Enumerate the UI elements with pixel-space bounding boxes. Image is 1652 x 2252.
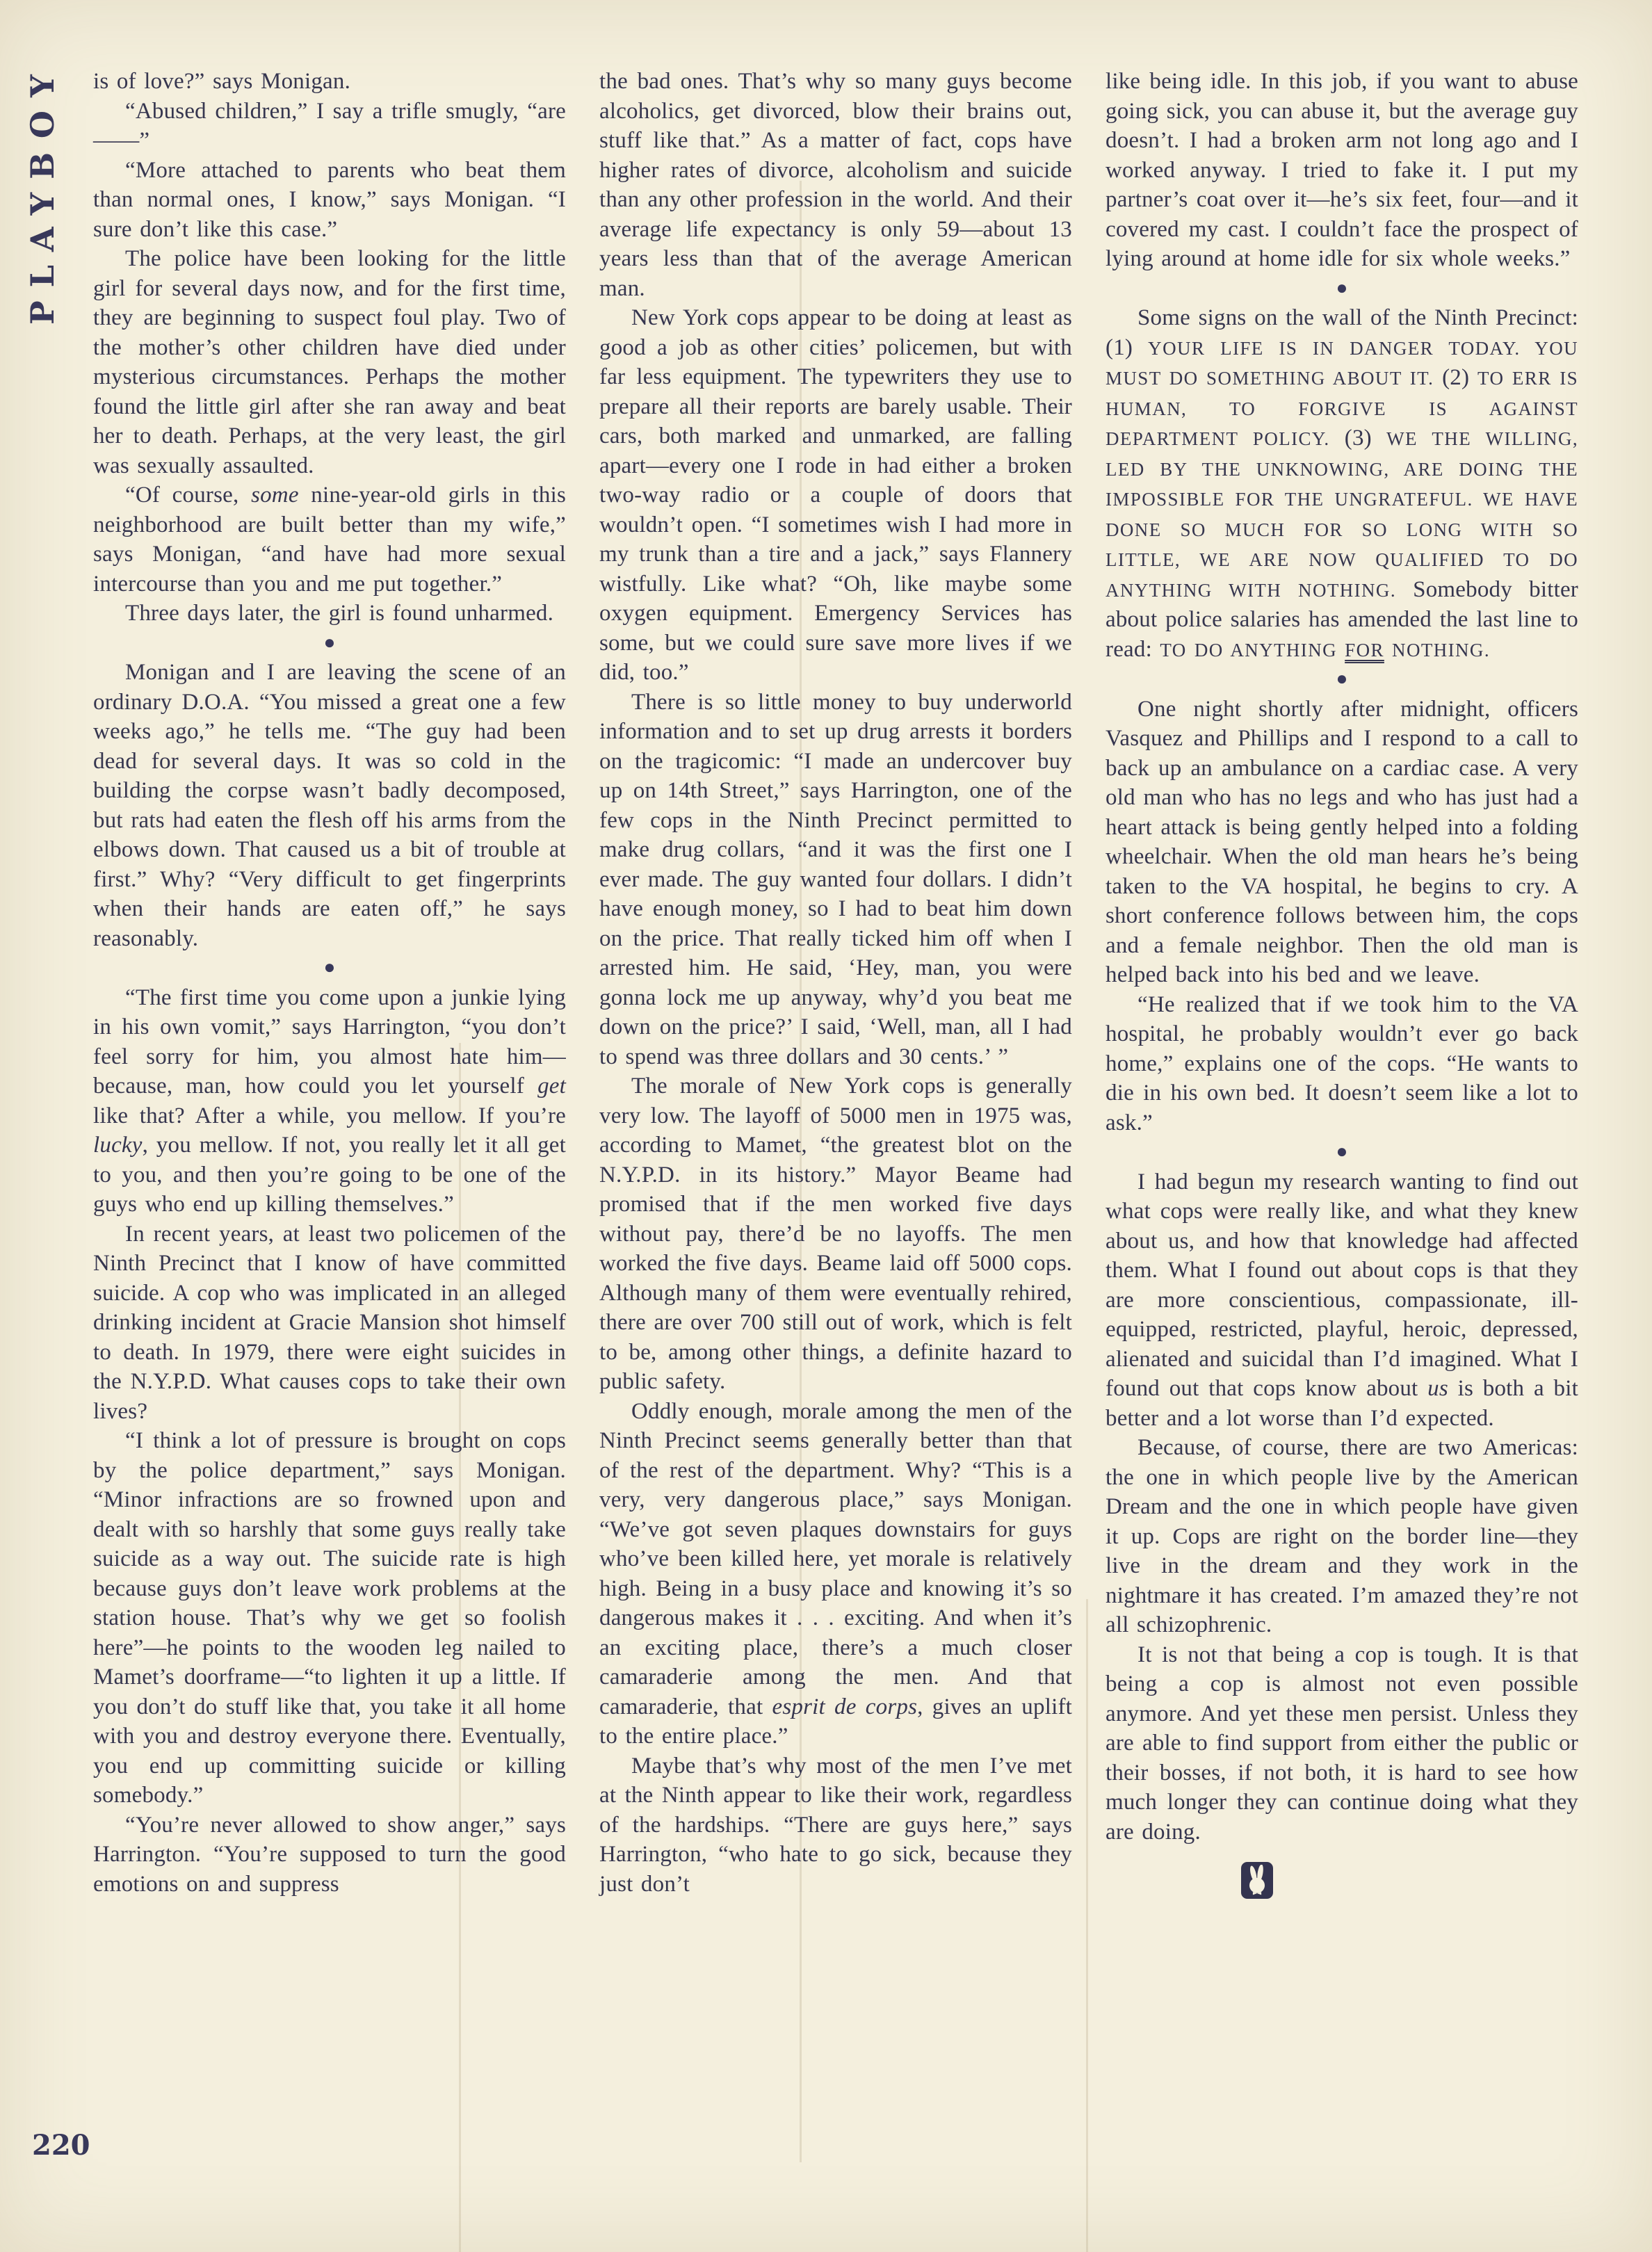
italic-text: get	[537, 1074, 566, 1099]
article-column-3	[1106, 67, 1578, 1907]
playboy-bunny-icon	[1241, 1862, 1273, 1899]
body-text: (3)	[1329, 426, 1387, 451]
body-text: “I think a lot of pressure is brought on cops by the police department,” says Monigan. “Minor infractions are so frowned upon and dealt with so harshly that some guys really take suicide as a way out. The suicide rate is high because guys don’t leave work problems at the station house. That’s why we get so foolish here”—he points to the wooden leg nailed to Mamet’s doorframe—“to lighten it up a little. If you don’t do stuff like that, you take it all home with you and destroy everyone there. Eventually, you end up committing suicide or killing somebody.”	[93, 1428, 566, 1808]
body-text: The police have been looking for the little girl for several days now, and for the first time, they are beginning to suspect foul play. Two of the mother’s other children have died under mysterious circumstances. Perhaps the mother found the little girl after she ran away and beat her to death. Perhaps, at the very least, the girl was sexually assaulted.	[93, 246, 566, 478]
italic-text: us	[1427, 1376, 1448, 1401]
body-text: “The first time you come upon a junkie lying in his own vomit,” says Harrington, “you don’t feel sorry for him, you almost hate him—because, man, how could you let yourself	[93, 985, 566, 1099]
italic-text: esprit de corps	[772, 1694, 918, 1719]
paragraph	[93, 480, 566, 599]
body-text: Oddly enough, morale among the men of the Ninth Precinct seems generally better than that of the rest of the department. Why? “This is a very, very dangerous place,” says Monigan. “We’ve got seven plaques downstairs for guys who’ve been killed here, yet morale is relatively high. Being in a busy place and knowing it’s so dangerous makes it . . . exciting. And when it’s an exciting place, there’s a much closer camaraderie among the men. And that camaraderie, that	[599, 1398, 1072, 1719]
italic-text: lucky	[93, 1133, 143, 1158]
body-text: like being idle. In this job, if you want to abuse going sick, you can abuse it, but the average guy doesn’t. I had a broken arm not long ago and I worked anyway. I tried to fake it. I put my partner’s coat over it—he’s six feet, four—and it covered my cast. I couldn’t face the prospect of lying around at home idle for six whole weeks.”	[1106, 69, 1578, 271]
body-text: The morale of New York cops is generally very low. The layoff of 5000 men in 1975 was, according to Mamet, “the greatest blot on the N.Y.P.D. in its history.” Mayor Beame had promised that if the men worked five days without pay, there’d be no layoffs. The men worked the five days. Beame laid off 5000 cops. Although many of them were eventually rehired, there are over 700 still out of work, which is felt to be, among other things, a definite hazard to public safety.	[599, 1074, 1072, 1394]
body-text: , gives an uplift to the entire place.”	[599, 1694, 1072, 1749]
paragraph	[93, 156, 566, 245]
paragraph	[93, 658, 566, 953]
section-separator: ●	[323, 957, 336, 978]
body-text: , you mellow. If not, you really let it all get to you, and then you’re going to be one of the guys who end up killing themselves.”	[93, 1133, 566, 1217]
paragraph	[599, 67, 1072, 303]
paragraph	[1106, 67, 1578, 274]
article-column-1	[93, 67, 566, 1899]
playboy-vertical-logo: PLAYBOY	[24, 61, 61, 325]
small-caps-text: TO ERR IS HUMAN, TO FORGIVE IS AGAINST DEPARTMENT POLICY.	[1106, 368, 1578, 449]
body-text: In recent years, at least two policemen of the Ninth Precinct that I know of have committed suicide. A cop who was implicated in an alleged drinking incident at Gracie Mansion shot himself to death. In 1979, there were eight suicides in the N.Y.P.D. What causes cops to take their own lives?	[93, 1221, 566, 1424]
body-text: “More attached to parents who beat them than normal ones, I know,” says Monigan. “I sure don’t like this case.”	[93, 157, 566, 242]
article-column-2	[599, 67, 1072, 1899]
small-caps-text: NOTHING.	[1384, 639, 1490, 661]
body-text: (2)	[1434, 365, 1478, 390]
paragraph	[93, 1220, 566, 1427]
paragraph	[1106, 303, 1578, 665]
paragraph	[599, 303, 1072, 688]
paragraph	[93, 97, 566, 156]
body-text: “Of course,	[125, 483, 252, 508]
paragraph	[1106, 990, 1578, 1138]
body-text: “He realized that if we took him to the VA hospital, he probably wouldn’t ever go back home,” explains one of the cops. “He wants to die in his own bed. It doesn’t seem like a lot to ask.”	[1106, 991, 1578, 1135]
body-text: the bad ones. That’s why so many guys become alcoholics, get divorced, blow their brains out, stuff like that.” As a matter of fact, cops have higher rates of divorce, alcoholism and suicide than any other profession in the world. And their average life expectancy is only 59—about 13 years less than that of the average American man.	[599, 69, 1072, 301]
paragraph	[93, 1810, 566, 1899]
body-text: One night shortly after midnight, officers Vasquez and Phillips and I respond to a call to back up an ambulance on a cardiac case. A very old man who has no legs and who has just had a heart attack is being gently helped into a folding wheelchair. When the old man hears he’s being taken to the VA hospital, he begins to cry. A short conference follows between him, the cops and a female neighbor. Then the old man is helped back into his bed and we leave.	[1106, 696, 1578, 987]
paragraph	[599, 1751, 1072, 1899]
body-text: is of love?” says Monigan.	[93, 69, 351, 94]
paragraph	[93, 67, 566, 97]
body-text: Somebody bitter about police salaries has amended the last line to read:	[1106, 576, 1578, 662]
section-separator: ●	[1336, 668, 1348, 690]
paragraph	[1106, 1640, 1578, 1847]
paragraph	[599, 1071, 1072, 1397]
section-separator: ●	[1336, 277, 1348, 299]
paragraph	[93, 599, 566, 629]
body-text: “Abused children,” I say a trifle smugly, “are——”	[93, 98, 566, 153]
paragraph	[93, 1426, 566, 1810]
paragraph	[599, 1397, 1072, 1751]
paragraph	[599, 688, 1072, 1072]
body-text: “You’re never allowed to show anger,” says Harrington. “You’re supposed to turn the good emotions on and suppress	[93, 1812, 566, 1897]
paragraph	[1106, 1433, 1578, 1640]
body-text: Monigan and I are leaving the scene of an ordinary D.O.A. “You missed a great one a few weeks ago,” he tells me. “The guy had been dead for several days. It was so cold in the building the corpse wasn’t badly decomposed, but rats had eaten the flesh off his arms from the elbows down. That caused us a bit of trouble at first.” Why? “Very difficult to get fingerprints when their hands are eaten off,” he says reasonably.	[93, 660, 566, 951]
page-number: 220	[32, 2129, 90, 2162]
body-text: Three days later, the girl is found unharmed.	[125, 601, 554, 626]
article-end-mark	[1106, 1862, 1578, 1907]
body-text: like that? After a while, you mellow. If you’re	[93, 1103, 566, 1128]
body-text: New York cops appear to be doing at least as good a job as other cities’ policemen, but with far less equipment. The typewriters they use to prepare all their reports are barely usable. Their cars, both marked and unmarked, are falling apart—every one I rode in had either a broken two-way radio or a couple of doors that wouldn’t open. “I sometimes wish I had more in my trunk than a tire and a jack,” says Flannery wistfully. Like what? “Oh, like maybe some oxygen equipment. Emergency Services has some, but we could sure save more lives if we did, too.”	[599, 305, 1072, 685]
small-caps-text: YOUR LIFE IS IN DANGER TODAY. YOU MUST DO SOMETHING ABOUT IT.	[1106, 337, 1578, 389]
italic-text: some	[251, 483, 299, 508]
body-text: Maybe that’s why most of the men I’ve met at the Ninth appear to like their work, regardless of the hardships. “There are guys here,” says Harrington, “who hate to go sick, because they just don’t	[599, 1753, 1072, 1897]
small-caps-text: FOR	[1345, 639, 1384, 661]
body-text: Because, of course, there are two Americas: the one in which people live by the American Dream and the one in which people have given it up. Cops are right on the border line—they live in the dream and they work in the nightmare it has created. I’m amazed they’re not all schizophrenic.	[1106, 1435, 1578, 1637]
scan-crease	[1086, 1599, 1088, 2252]
small-caps-text: TO DO ANYTHING	[1160, 639, 1345, 661]
paragraph	[93, 244, 566, 480]
section-separator: ●	[323, 631, 336, 654]
section-separator: ●	[1336, 1141, 1348, 1163]
paragraph	[1106, 1167, 1578, 1434]
body-text: nine-year-old girls in this neighborhood are built better than my wife,” says Monigan, “and have had more sexual intercourse than you and me put together.”	[93, 483, 567, 597]
small-caps-text: WE THE WILLING, LED BY THE UNKNOWING, ARE DOING THE IMPOSSIBLE FOR THE UNGRATEFUL. WE HAVE DONE SO MUCH FOR SO LONG WITH SO LITTLE, WE ARE NOW QUALIFIED TO DO ANYTHING WITH NOTHING.	[1106, 428, 1578, 601]
paragraph	[93, 983, 566, 1220]
paragraph	[1106, 695, 1578, 990]
body-text: It is not that being a cop is tough. It is that being a cop is almost not even possible anymore. And yet these men persist. Unless they are able to find support from either the public or their bosses, if not both, it is hard to see how much longer they can continue doing what they are doing.	[1106, 1642, 1578, 1845]
body-text: Some signs on the wall of the Ninth Precinct: (1)	[1106, 305, 1578, 360]
body-text: There is so little money to buy underworld information and to set up drug arrests it borders on the tragicomic: “I made an undercover buy up on 14th Street,” says Harrington, one of the few cops in the Ninth Precinct permitted to make drug collars, “and it was the first one I ever made. The guy wanted four dollars. I didn’t have enough money, so I had to beat him down on the price. That really ticked him off when I arrested him. He said, ‘Hey, man, you were gonna lock me up anyway, why’d you beat me down on the price?’ I said, ‘Well, man, all I had to spend was three dollars and 30 cents.’ ”	[599, 689, 1072, 1069]
body-text: is both a bit better and a lot worse than I’d expected.	[1106, 1376, 1578, 1431]
body-text: I had begun my research wanting to find out what cops were really like, and what they knew about us, and how that knowledge had affected them. What I found out about cops is that they are more conscientious, compassionate, ill-equipped, restricted, playful, heroic, depressed, alienated and suicidal than I’d imagined. What I found out that cops know about	[1106, 1169, 1578, 1401]
